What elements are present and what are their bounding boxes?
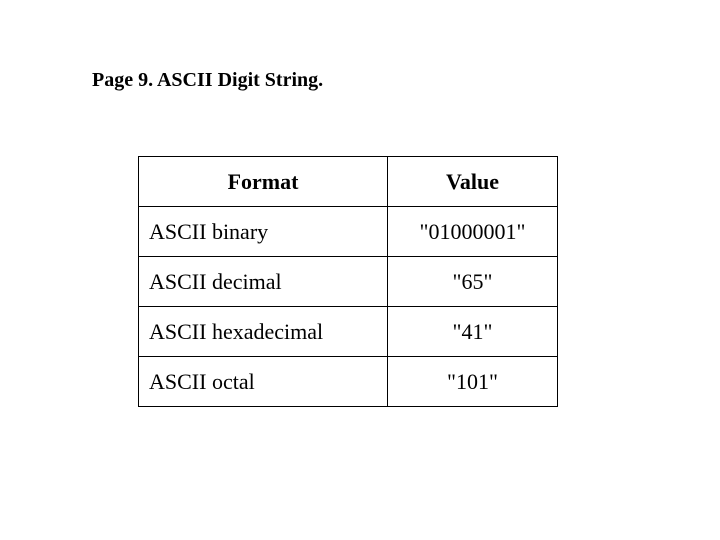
format-cell: ASCII hexadecimal: [139, 307, 388, 357]
value-cell: "101": [388, 357, 558, 407]
value-cell: "01000001": [388, 207, 558, 257]
value-cell: "41": [388, 307, 558, 357]
table-row: [139, 207, 558, 257]
page-title: Page 9. ASCII Digit String.: [92, 69, 324, 91]
ascii-format-table: [138, 156, 558, 407]
format-cell: ASCII octal: [139, 357, 388, 407]
table-row: [139, 307, 558, 357]
format-cell: ASCII decimal: [139, 257, 388, 307]
value-cell: "65": [388, 257, 558, 307]
table-header-row: [139, 157, 558, 207]
table-row: [139, 257, 558, 307]
table-row: [139, 357, 558, 407]
value-column-header: Value: [388, 157, 558, 207]
format-cell: ASCII binary: [139, 207, 388, 257]
format-column-header: Format: [139, 157, 388, 207]
